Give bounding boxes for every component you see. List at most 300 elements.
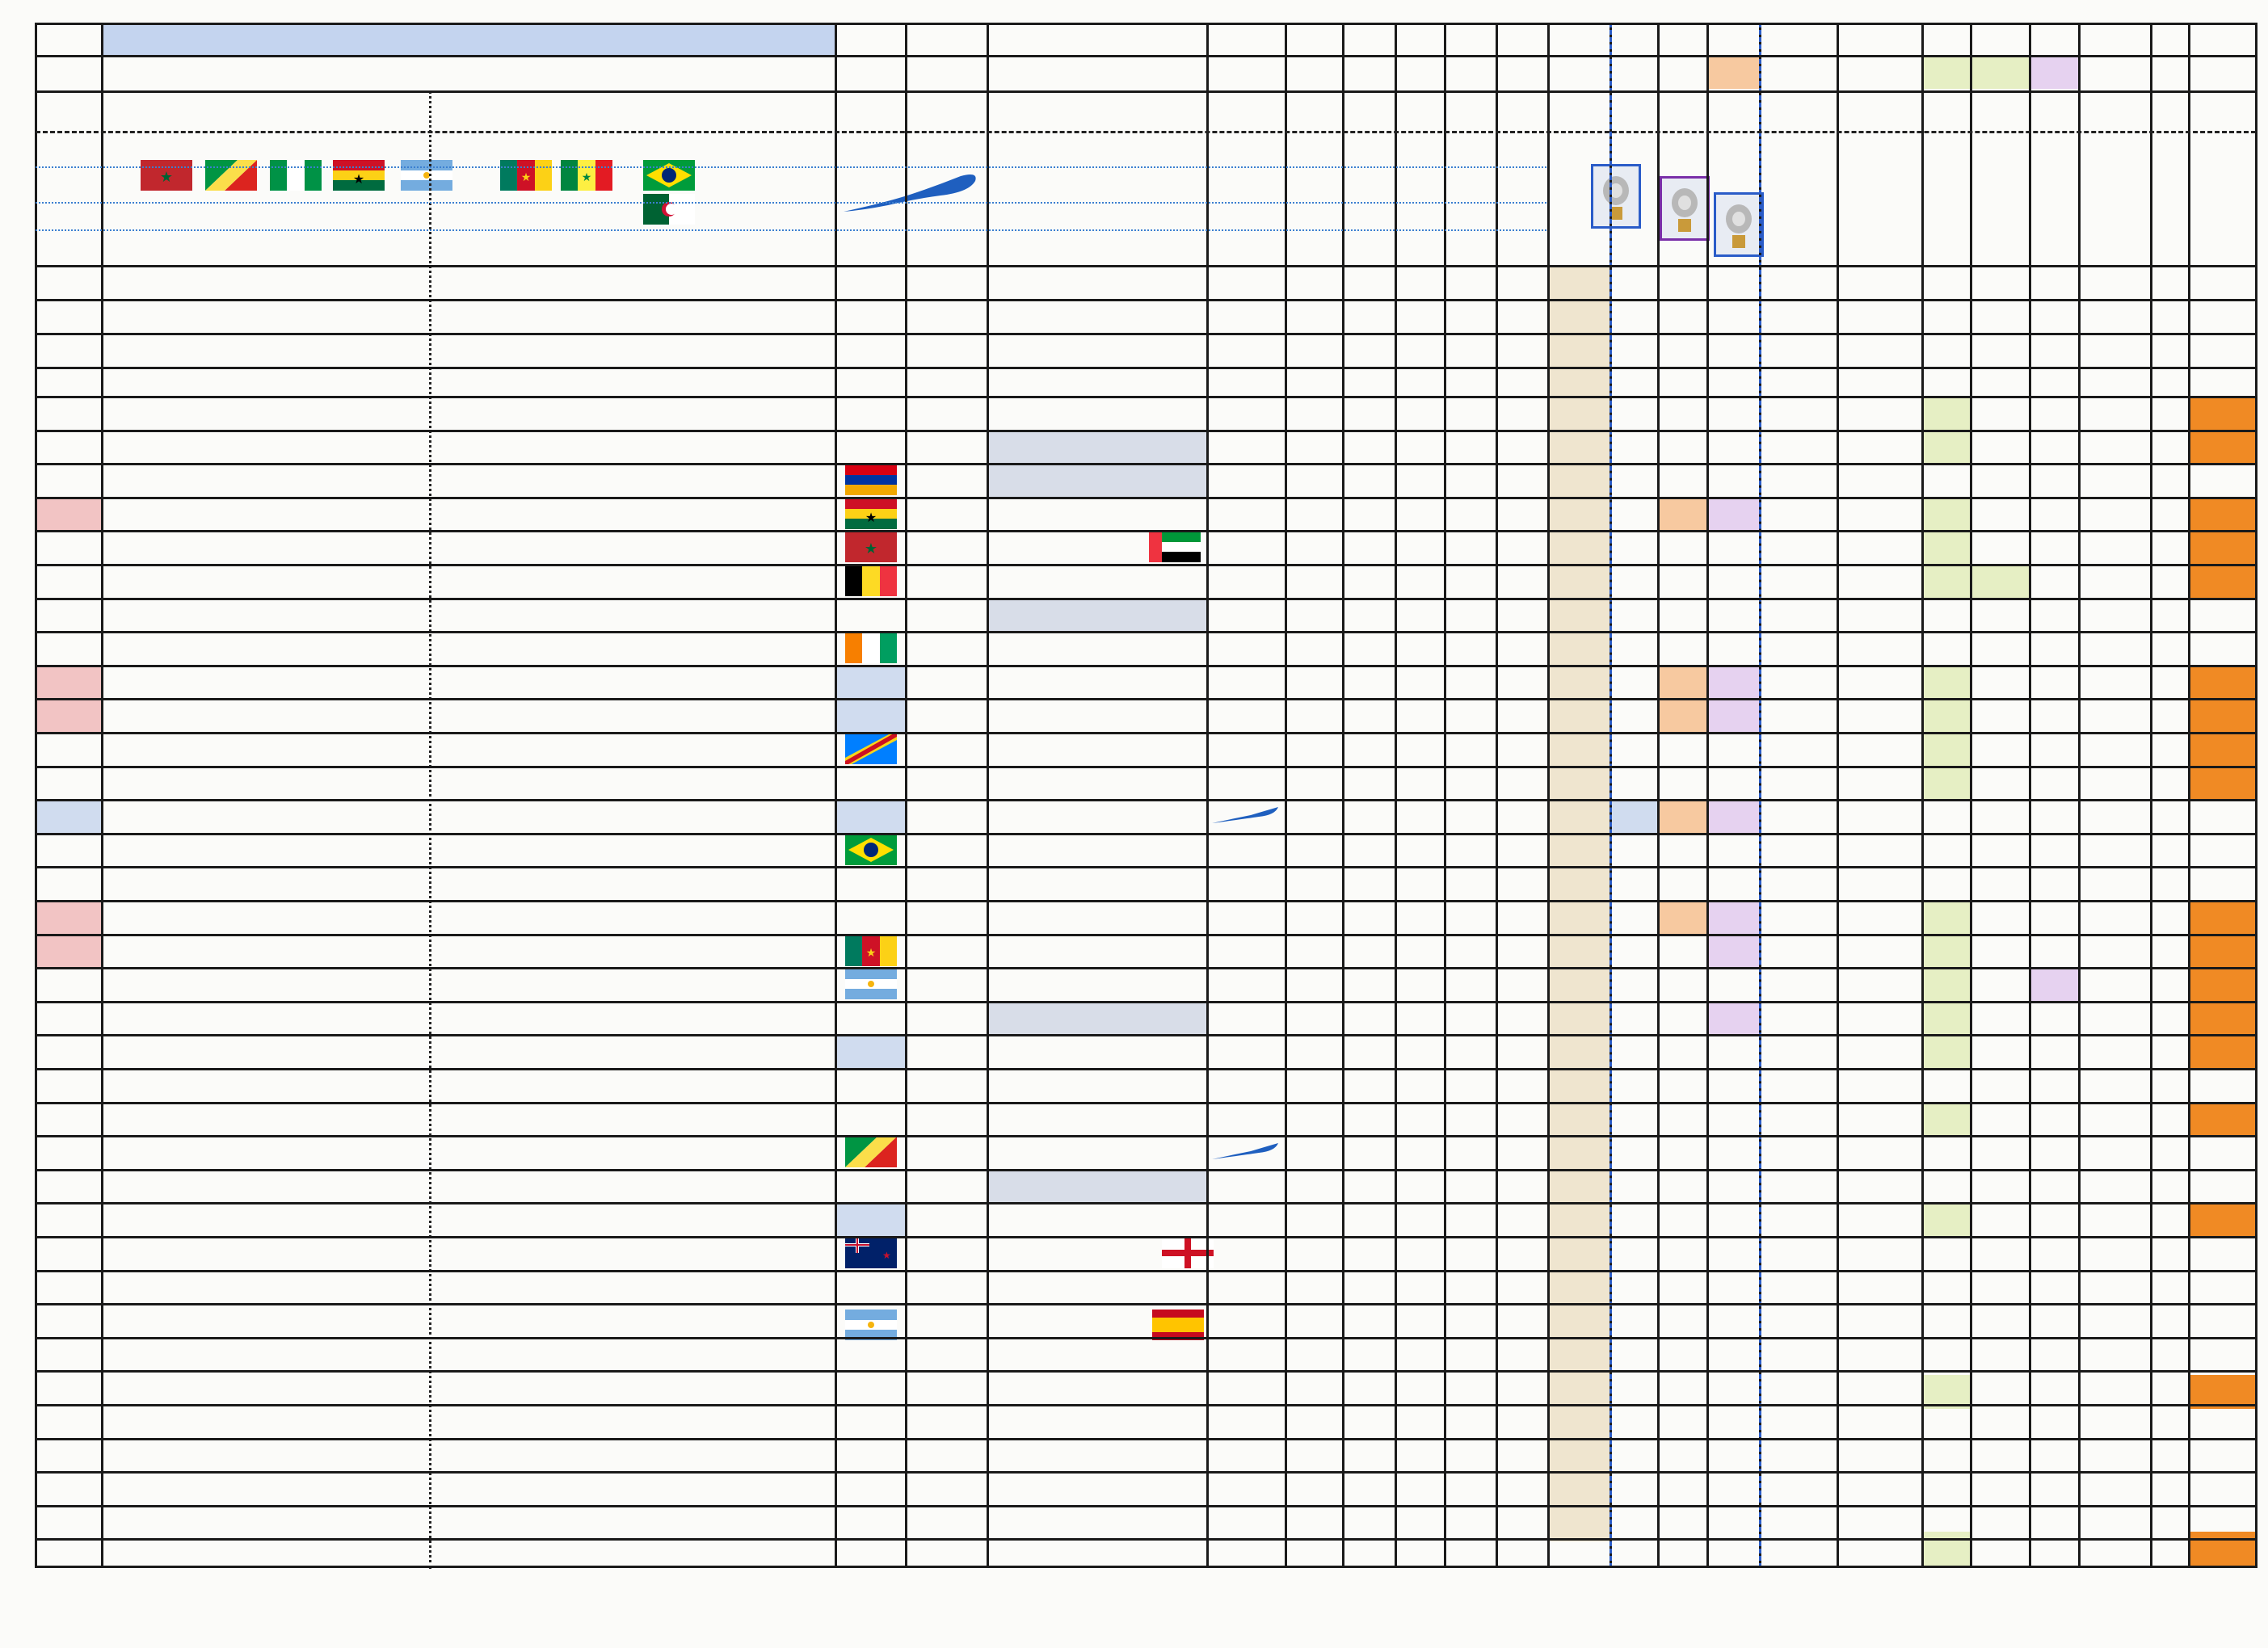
position xyxy=(1207,665,1285,699)
birth-info xyxy=(430,1034,835,1068)
goals-home-away xyxy=(1760,900,1837,934)
row-number xyxy=(36,866,102,900)
since-year xyxy=(906,1169,987,1203)
player-name xyxy=(102,497,430,531)
header-goal-3 xyxy=(2079,57,2151,89)
birth-info xyxy=(430,799,835,833)
goals-first-second xyxy=(1837,866,1922,900)
since-year xyxy=(906,1236,987,1270)
senegal-flag xyxy=(561,160,612,191)
played-cf xyxy=(1343,967,1395,1001)
since-year xyxy=(906,1034,987,1068)
position xyxy=(1207,598,1285,632)
goals-home-away xyxy=(1760,799,1837,833)
arrived-from xyxy=(987,665,1207,699)
goals-ch xyxy=(1922,900,1971,934)
arrived-from xyxy=(987,1135,1207,1169)
grid-hline xyxy=(36,967,2256,969)
grid-hline xyxy=(36,1135,2256,1137)
grid-hline xyxy=(36,530,2256,532)
goals-total xyxy=(2189,698,2256,732)
goals-total xyxy=(2189,766,2256,800)
row-number xyxy=(36,1068,102,1102)
arrived-from xyxy=(987,833,1207,867)
goals-home-away xyxy=(1760,430,1837,464)
played-total xyxy=(1548,665,1610,699)
grid-hline xyxy=(36,1404,2256,1406)
player-name xyxy=(102,732,430,766)
played-total xyxy=(1548,732,1610,766)
goals-total xyxy=(2189,1001,2256,1035)
played-cl xyxy=(1395,430,1445,464)
svg-text:★: ★ xyxy=(882,1250,891,1261)
player-name xyxy=(102,564,430,598)
goals-total xyxy=(2189,934,2256,968)
played-cl xyxy=(1395,934,1445,968)
played-cl xyxy=(1395,766,1445,800)
trophy-tc xyxy=(1707,497,1760,531)
grid-hline xyxy=(36,698,2256,700)
since-year xyxy=(906,732,987,766)
player-name xyxy=(102,799,430,833)
arrived-from xyxy=(987,1202,1207,1236)
grid-hline xyxy=(36,23,2256,25)
played-ch xyxy=(1285,698,1343,732)
goals-home-away xyxy=(1760,967,1837,1001)
birth-info xyxy=(430,430,835,464)
birth-info xyxy=(430,1068,835,1102)
grid-hline xyxy=(36,463,2256,465)
trophy-cl xyxy=(1658,497,1707,531)
row-number xyxy=(36,497,102,531)
cameroon-flag xyxy=(500,160,552,191)
birth-info xyxy=(430,1102,835,1136)
position xyxy=(1207,1034,1285,1068)
nationality-flag xyxy=(845,465,897,495)
played-total xyxy=(1548,1135,1610,1169)
player-name xyxy=(102,396,430,430)
row-number xyxy=(36,598,102,632)
goals-home-away xyxy=(1760,732,1837,766)
birth-info xyxy=(430,598,835,632)
goals-first-second xyxy=(1837,900,1922,934)
goals-home-away xyxy=(1760,1169,1837,1203)
goals-home-away xyxy=(1760,833,1837,867)
grid-hline xyxy=(36,333,2256,335)
svg-text:★: ★ xyxy=(581,170,592,183)
header-goal-1 xyxy=(1971,57,2030,89)
played-total xyxy=(1548,766,1610,800)
arrived-from xyxy=(987,1001,1207,1035)
birth-info xyxy=(430,497,835,531)
selections xyxy=(835,698,906,732)
played-total xyxy=(1548,833,1610,867)
row-number xyxy=(36,1202,102,1236)
played-cf xyxy=(1343,396,1395,430)
played-cf xyxy=(1343,564,1395,598)
played-ch xyxy=(1285,900,1343,934)
arrived-from xyxy=(987,1102,1207,1136)
birth-info xyxy=(430,1202,835,1236)
total-gch xyxy=(1922,1532,1971,1566)
header-dash xyxy=(36,131,2256,133)
goalkeeper-bird-icon xyxy=(1210,1141,1281,1162)
subtitle xyxy=(102,57,591,90)
goals-first-second xyxy=(1837,1102,1922,1136)
played-ch xyxy=(1285,1169,1343,1203)
champions-trophy-icon xyxy=(1714,192,1764,257)
goals-home-away xyxy=(1760,1135,1837,1169)
since-year xyxy=(906,1001,987,1035)
arrived-from xyxy=(987,396,1207,430)
goals-total xyxy=(2189,1034,2256,1068)
header-away2 xyxy=(1837,57,1922,89)
since-year xyxy=(906,665,987,699)
selections xyxy=(835,1034,906,1068)
played-cf xyxy=(1343,497,1395,531)
position xyxy=(1207,463,1285,497)
played-cf xyxy=(1343,866,1395,900)
goals-home-away xyxy=(1760,1068,1837,1102)
grid-hline xyxy=(36,1068,2256,1070)
played-ch xyxy=(1285,967,1343,1001)
brazil-flag xyxy=(643,160,695,191)
position xyxy=(1207,430,1285,464)
played-cl xyxy=(1395,799,1445,833)
played-cf xyxy=(1343,430,1395,464)
played-total xyxy=(1548,497,1610,531)
player-name xyxy=(102,1102,430,1136)
goalkeeper-bird-icon xyxy=(1210,805,1281,826)
nationality-flag xyxy=(845,835,897,865)
played-cl xyxy=(1395,463,1445,497)
row-number xyxy=(36,631,102,665)
goals-ch xyxy=(1922,1001,1971,1035)
position xyxy=(1207,732,1285,766)
played-ch xyxy=(1285,1135,1343,1169)
selections xyxy=(835,799,906,833)
played-cf xyxy=(1343,766,1395,800)
played-cl xyxy=(1395,698,1445,732)
goals-total xyxy=(2189,396,2256,430)
row-number xyxy=(36,1135,102,1169)
goals-first-second xyxy=(1837,530,1922,564)
played-total xyxy=(1548,1034,1610,1068)
goals-first-second xyxy=(1837,1135,1922,1169)
congo-flag xyxy=(205,160,257,191)
goals-home-away xyxy=(1760,564,1837,598)
blue-dotted-2 xyxy=(36,202,1546,204)
position xyxy=(1207,698,1285,732)
grid-hline xyxy=(36,55,2256,57)
total-tc xyxy=(1496,1532,1548,1566)
player-name xyxy=(102,900,430,934)
grid-hline xyxy=(36,1202,2256,1204)
goals-total xyxy=(2189,1102,2256,1136)
played-total xyxy=(1548,430,1610,464)
played-total xyxy=(1548,866,1610,900)
played-cf xyxy=(1343,1034,1395,1068)
spain-flag xyxy=(1152,1310,1204,1340)
played-cf xyxy=(1343,934,1395,968)
total-cf xyxy=(1343,1532,1395,1566)
since-year xyxy=(906,1068,987,1102)
goals-home-away xyxy=(1760,1202,1837,1236)
arrived-from xyxy=(987,732,1207,766)
player-name xyxy=(102,866,430,900)
played-cl xyxy=(1395,1202,1445,1236)
arrived-from xyxy=(987,598,1207,632)
goals-first-second xyxy=(1837,1001,1922,1035)
goals-ch xyxy=(1922,530,1971,564)
header-trophy-2 xyxy=(1707,57,1760,89)
row-number xyxy=(36,1102,102,1136)
position xyxy=(1207,900,1285,934)
goals-home-away xyxy=(1760,934,1837,968)
italy-flag xyxy=(270,160,322,191)
played-ch xyxy=(1285,766,1343,800)
goals-home-away xyxy=(1760,463,1837,497)
header-goals-small xyxy=(1760,91,1922,124)
total-gtt xyxy=(2189,1532,2256,1566)
grid-hline xyxy=(36,866,2256,868)
played-total xyxy=(1548,934,1610,968)
row-number xyxy=(36,564,102,598)
birth-info xyxy=(430,1001,835,1035)
goals-first-second xyxy=(1837,698,1922,732)
total-ce xyxy=(1445,1532,1496,1566)
since-year xyxy=(906,430,987,464)
row-number xyxy=(36,396,102,430)
trophy-cl xyxy=(1658,665,1707,699)
birth-info xyxy=(430,396,835,430)
played-ch xyxy=(1285,1202,1343,1236)
position xyxy=(1207,1068,1285,1102)
grid-hline xyxy=(36,1169,2256,1171)
row-number xyxy=(36,900,102,934)
played-total xyxy=(1548,1236,1610,1270)
goals-home-away xyxy=(1760,866,1837,900)
played-cl xyxy=(1395,1001,1445,1035)
grid-hline xyxy=(36,1236,2256,1238)
since-year xyxy=(906,564,987,598)
played-ch xyxy=(1285,564,1343,598)
goals-total xyxy=(2189,732,2256,766)
played-ch xyxy=(1285,463,1343,497)
played-ch xyxy=(1285,732,1343,766)
grid-hline xyxy=(36,766,2256,768)
coach-flag xyxy=(845,1310,897,1340)
row-number xyxy=(36,698,102,732)
row-number xyxy=(36,463,102,497)
goals-total xyxy=(2189,530,2256,564)
birth-info xyxy=(430,530,835,564)
position xyxy=(1207,530,1285,564)
birth-info xyxy=(430,934,835,968)
goals-cf xyxy=(1971,564,2030,598)
grid-hline xyxy=(36,396,2256,398)
goals-home-away xyxy=(1760,396,1837,430)
played-cf xyxy=(1343,1102,1395,1136)
player-name xyxy=(102,430,430,464)
played-ch xyxy=(1285,799,1343,833)
grid-hline xyxy=(36,497,2256,499)
ghana-flag xyxy=(333,160,385,191)
grid-hline xyxy=(36,1303,2256,1305)
svg-text:★: ★ xyxy=(865,511,877,525)
grid-hline xyxy=(36,90,2256,93)
goals-total xyxy=(2189,967,2256,1001)
goals-home-away xyxy=(1760,1102,1837,1136)
grid-hline xyxy=(36,1337,2256,1339)
played-cl xyxy=(1395,1068,1445,1102)
grid-hline xyxy=(36,1538,2256,1541)
arrived-from xyxy=(987,497,1207,531)
row-number xyxy=(36,732,102,766)
row-number xyxy=(36,1034,102,1068)
svg-text:★: ★ xyxy=(520,170,532,183)
since-year xyxy=(906,497,987,531)
svg-text:★: ★ xyxy=(865,945,877,959)
player-name xyxy=(102,1068,430,1102)
arrived-from xyxy=(987,866,1207,900)
arrived-from xyxy=(987,463,1207,497)
position xyxy=(1207,1202,1285,1236)
played-cl xyxy=(1395,631,1445,665)
position xyxy=(1207,967,1285,1001)
goals-home-away xyxy=(1760,598,1837,632)
played-ch xyxy=(1285,530,1343,564)
goals-first-second xyxy=(1837,430,1922,464)
nationality-flag xyxy=(845,532,897,562)
played-total xyxy=(1548,698,1610,732)
goals-first-second xyxy=(1837,1068,1922,1102)
header-since xyxy=(906,23,987,55)
player-name xyxy=(102,665,430,699)
row-number xyxy=(36,766,102,800)
goals-first-second xyxy=(1837,598,1922,632)
played-cl xyxy=(1395,732,1445,766)
played-total xyxy=(1548,1001,1610,1035)
trophy-tc xyxy=(1707,665,1760,699)
goals-first-second xyxy=(1837,631,1922,665)
header-goal-0 xyxy=(1922,57,1971,89)
played-cf xyxy=(1343,1068,1395,1102)
since-year xyxy=(906,631,987,665)
birth-info xyxy=(430,1236,835,1270)
trophy-tc xyxy=(1707,934,1760,968)
played-cf xyxy=(1343,1236,1395,1270)
header-trophy-1 xyxy=(1658,57,1707,89)
total-home xyxy=(1760,1532,1837,1566)
played-ch xyxy=(1285,934,1343,968)
goals-first-second xyxy=(1837,967,1922,1001)
selections xyxy=(835,1202,906,1236)
played-ch xyxy=(1285,833,1343,867)
position xyxy=(1207,1236,1285,1270)
since-year xyxy=(906,866,987,900)
played-ch xyxy=(1285,1068,1343,1102)
player-name xyxy=(102,1236,430,1270)
since-year xyxy=(906,1135,987,1169)
played-cf xyxy=(1343,1135,1395,1169)
arrived-from xyxy=(987,1068,1207,1102)
goals-first-second xyxy=(1837,934,1922,968)
player-name xyxy=(102,1001,430,1035)
position xyxy=(1207,1102,1285,1136)
birth-info xyxy=(430,967,835,1001)
played-total xyxy=(1548,967,1610,1001)
nationality-flag xyxy=(845,633,897,663)
played-cf xyxy=(1343,900,1395,934)
played-ch xyxy=(1285,396,1343,430)
since-year xyxy=(906,1102,987,1136)
goals-first-second xyxy=(1837,799,1922,833)
played-ch xyxy=(1285,665,1343,699)
grid-hline xyxy=(36,1270,2256,1272)
grid-hline xyxy=(36,1034,2256,1036)
goals-ch xyxy=(1922,967,1971,1001)
goals-ch xyxy=(1922,732,1971,766)
played-ch xyxy=(1285,631,1343,665)
goals-home-away xyxy=(1760,1001,1837,1035)
trophy-tc xyxy=(1707,698,1760,732)
goals-ch xyxy=(1922,698,1971,732)
trophy-ch xyxy=(1610,799,1658,833)
position xyxy=(1207,934,1285,968)
arrived-from xyxy=(987,934,1207,968)
arrived-from xyxy=(987,799,1207,833)
nationality-flag xyxy=(845,969,897,999)
trophy-tc xyxy=(1707,799,1760,833)
birth-info xyxy=(430,631,835,665)
birth-info xyxy=(430,463,835,497)
goals-home-away xyxy=(1760,766,1837,800)
header-away xyxy=(1837,23,1922,55)
nationality-flag xyxy=(845,565,897,596)
played-ch xyxy=(1285,598,1343,632)
league-cup-trophy-icon xyxy=(1660,176,1710,241)
grid-hline xyxy=(36,299,2256,301)
goals-ch xyxy=(1922,934,1971,968)
position xyxy=(1207,631,1285,665)
player-name xyxy=(102,463,430,497)
played-total xyxy=(1548,598,1610,632)
selections xyxy=(835,665,906,699)
header-total-played xyxy=(1548,91,1610,124)
total-tt xyxy=(1548,1532,1610,1566)
played-ch xyxy=(1285,1102,1343,1136)
played-total xyxy=(1548,564,1610,598)
dotted-divider xyxy=(429,90,431,1569)
birth-info xyxy=(430,766,835,800)
goals-total xyxy=(2189,497,2256,531)
row-number xyxy=(36,1236,102,1270)
grid-hline xyxy=(36,598,2256,600)
played-total xyxy=(1548,1202,1610,1236)
goals-total xyxy=(2189,1202,2256,1236)
played-total xyxy=(1548,631,1610,665)
squad-sheet xyxy=(36,23,2256,1568)
arrived-from xyxy=(987,766,1207,800)
row-number xyxy=(36,430,102,464)
goals-total xyxy=(2189,665,2256,699)
since-year xyxy=(906,967,987,1001)
played-cl xyxy=(1395,1135,1445,1169)
grid-hline xyxy=(36,900,2256,902)
player-name xyxy=(102,698,430,732)
header-nat xyxy=(835,23,906,55)
